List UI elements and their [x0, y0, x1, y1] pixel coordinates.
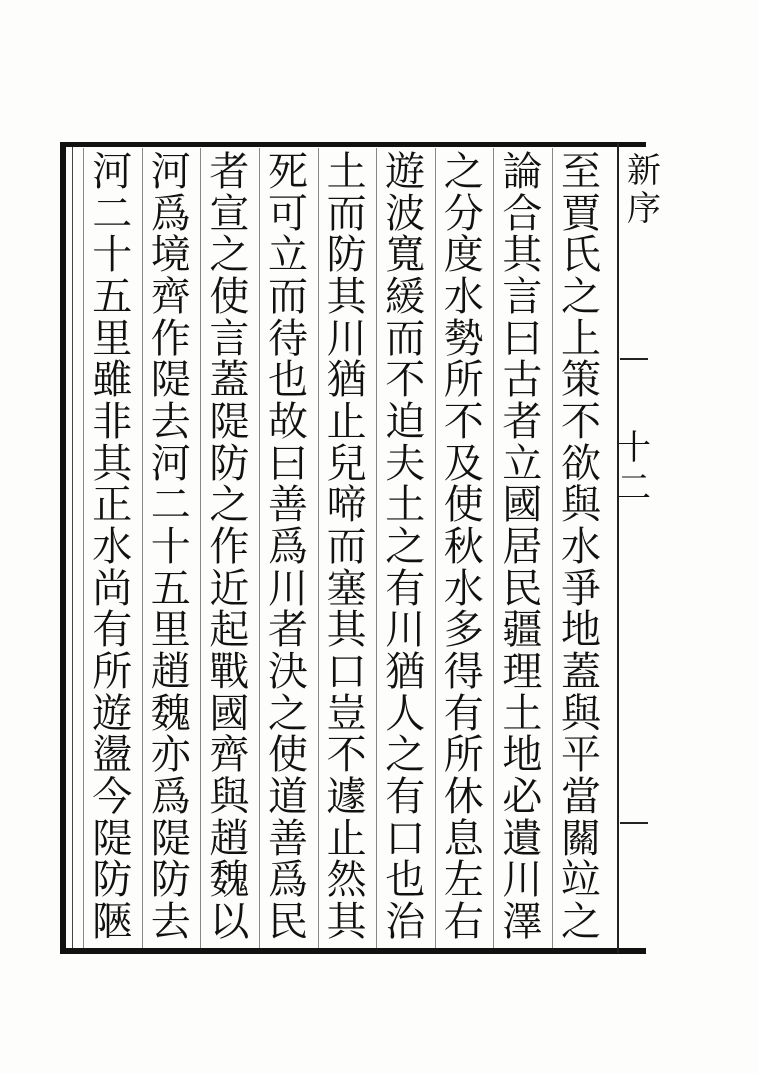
text-char: 土: [326, 149, 367, 195]
fold-mark-lower: [620, 822, 648, 824]
text-char: 近: [209, 565, 250, 612]
text-char: 境: [150, 232, 191, 279]
text-char: 秋: [443, 523, 484, 570]
text-char: 宣: [209, 190, 250, 237]
text-char: 遽: [326, 773, 367, 820]
text-char: 去: [150, 398, 191, 445]
text-char: 去: [150, 898, 191, 945]
text-char: 勢: [443, 315, 484, 362]
text-char: 道: [268, 773, 308, 820]
text-char: 兒: [326, 440, 367, 487]
text-char: 水: [92, 523, 133, 570]
text-char: 寬: [385, 232, 426, 279]
text-char: 立: [502, 440, 543, 487]
text-char: 善: [268, 815, 308, 862]
text-column: [439, 149, 489, 945]
text-char: 多: [443, 607, 484, 654]
text-char: 國: [502, 482, 543, 529]
fold-title-char: 序: [627, 189, 661, 229]
column-rule: [493, 148, 494, 948]
column-rule: [318, 148, 319, 948]
text-char: 蓋: [209, 357, 250, 404]
text-char: 齊: [150, 273, 191, 320]
column-rule: [200, 148, 201, 948]
text-char: 口: [385, 815, 426, 862]
text-char: 而: [326, 523, 367, 570]
text-char: 者: [268, 607, 308, 654]
text-char: 者: [502, 398, 543, 445]
text-char: 策: [561, 357, 601, 404]
text-char: 以: [209, 898, 250, 945]
text-char: 防: [209, 440, 250, 487]
text-char: 者: [209, 149, 250, 195]
text-char: 陿: [92, 898, 133, 945]
text-char: 水: [443, 273, 484, 320]
text-char: 五: [150, 565, 191, 612]
text-char: 隄: [92, 815, 133, 862]
text-char: 得: [443, 648, 484, 695]
text-char: 雖: [92, 357, 133, 404]
text-char: 與: [561, 482, 601, 529]
text-char: 民: [268, 898, 308, 945]
text-char: 爲: [150, 190, 191, 237]
text-char: 里: [92, 315, 133, 362]
text-char: 必: [502, 773, 543, 820]
text-char: 夫: [385, 440, 426, 487]
text-char: 上: [561, 315, 601, 362]
text-char: 尚: [92, 565, 133, 612]
text-char: 有: [385, 773, 426, 820]
text-char: 防: [326, 232, 367, 279]
text-char: 猶: [385, 648, 426, 695]
text-char: 待: [268, 315, 308, 362]
text-char: 其: [326, 607, 367, 654]
text-char: 爲: [268, 857, 308, 904]
text-char: 死: [268, 149, 308, 195]
text-char: 立: [268, 232, 308, 279]
text-char: 今: [92, 773, 133, 820]
text-char: 及: [443, 440, 484, 487]
text-char: 決: [268, 648, 308, 695]
text-char: 左: [443, 857, 484, 904]
text-column: [322, 149, 372, 945]
text-char: 作: [209, 523, 250, 570]
text-column: [497, 149, 547, 945]
text-char: 緩: [385, 273, 426, 320]
text-char: 欲: [561, 440, 601, 487]
text-char: 十: [92, 232, 133, 279]
text-char: 澤: [502, 898, 543, 945]
text-char: 不: [385, 357, 426, 404]
text-char: 塞: [326, 565, 367, 612]
text-char: 居: [502, 523, 543, 570]
text-char: 右: [443, 898, 484, 945]
text-char: 土: [385, 482, 426, 529]
text-char: 爲: [268, 523, 308, 570]
text-char: 爲: [150, 773, 191, 820]
text-char: 豈: [326, 690, 367, 737]
text-char: 止: [326, 398, 367, 445]
text-char: 隄: [150, 815, 191, 862]
text-char: 不: [326, 732, 367, 779]
text-column: [204, 149, 254, 945]
text-char: 口: [326, 648, 367, 695]
text-char: 盪: [92, 732, 133, 779]
text-char: 賈: [561, 190, 601, 237]
text-char: 趙: [209, 815, 250, 862]
text-char: 地: [502, 732, 543, 779]
text-char: 二: [92, 190, 133, 237]
text-char: 五: [92, 273, 133, 320]
text-char: 河: [150, 440, 191, 487]
text-char: 故: [268, 398, 308, 445]
text-char: 所: [443, 732, 484, 779]
text-char: 之: [443, 149, 484, 195]
text-char: 也: [385, 857, 426, 904]
text-char: 遺: [502, 815, 543, 862]
text-char: 至: [561, 149, 601, 195]
text-char: 隄: [209, 398, 250, 445]
text-char: 之: [209, 232, 250, 279]
text-char: 其: [326, 273, 367, 320]
fold-page-number: [614, 428, 654, 508]
text-char: 息: [443, 815, 484, 862]
text-char: 治: [385, 898, 426, 945]
text-char: 止: [326, 815, 367, 862]
fold-title: [618, 151, 661, 229]
text-char: 言: [502, 273, 543, 320]
fold-page-char: 十: [617, 428, 651, 468]
text-char: 齊: [209, 732, 250, 779]
text-char: 與: [561, 690, 601, 737]
text-char: 其: [326, 898, 367, 945]
text-char: 川: [268, 565, 308, 612]
text-char: 所: [443, 357, 484, 404]
text-char: 遊: [92, 690, 133, 737]
text-char: 之: [561, 898, 601, 945]
text-char: 其: [502, 232, 543, 279]
frame-inner-line: [72, 147, 73, 948]
text-char: 曰: [502, 315, 543, 362]
text-char: 猶: [326, 357, 367, 404]
text-char: 波: [385, 190, 426, 237]
text-char: 有: [92, 607, 133, 654]
text-char: 啼: [326, 482, 367, 529]
fold-mark-upper: [620, 358, 648, 360]
text-char: 土: [502, 690, 543, 737]
text-char: 地: [561, 607, 601, 654]
text-char: 川: [385, 607, 426, 654]
text-char: 與: [209, 773, 250, 820]
text-char: 遊: [385, 149, 426, 195]
text-char: 非: [92, 398, 133, 445]
text-char: 二: [150, 482, 191, 529]
text-char: 而: [268, 273, 308, 320]
text-column: [556, 149, 606, 945]
text-char: 爭: [561, 565, 601, 612]
text-column: [146, 149, 196, 945]
text-column: [87, 149, 137, 945]
text-char: 之: [209, 482, 250, 529]
text-char: 有: [443, 690, 484, 737]
text-char: 亦: [150, 732, 191, 779]
text-column: [263, 149, 313, 945]
text-char: 河: [150, 149, 191, 195]
text-char: 而: [326, 190, 367, 237]
text-char: 防: [150, 857, 191, 904]
text-char: 所: [92, 648, 133, 695]
text-char: 魏: [150, 690, 191, 737]
column-rule: [259, 148, 260, 948]
text-char: 戰: [209, 648, 250, 695]
text-char: 然: [326, 857, 367, 904]
text-char: 趙: [150, 648, 191, 695]
column-rule: [435, 148, 436, 948]
text-char: 防: [92, 857, 133, 904]
text-char: 十: [150, 523, 191, 570]
text-char: 水: [561, 523, 601, 570]
text-char: 國: [209, 690, 250, 737]
text-char: 魏: [209, 857, 250, 904]
text-char: 言: [209, 315, 250, 362]
text-char: 合: [502, 190, 543, 237]
text-char: 之: [385, 523, 426, 570]
text-column: [380, 149, 430, 945]
text-char: 使: [268, 732, 308, 779]
fold-title-char: 新: [627, 151, 661, 191]
text-char: 善: [268, 482, 308, 529]
column-rule: [552, 148, 553, 948]
text-char: 水: [443, 565, 484, 612]
text-char: 古: [502, 357, 543, 404]
text-char: 論: [502, 149, 543, 195]
column-rule: [83, 148, 84, 948]
text-char: 里: [150, 607, 191, 654]
text-char: 使: [443, 482, 484, 529]
column-rule: [142, 148, 143, 948]
text-char: 之: [385, 732, 426, 779]
text-char: 不: [561, 398, 601, 445]
text-char: 隄: [150, 357, 191, 404]
text-char: 分: [443, 190, 484, 237]
text-char: 河: [92, 149, 133, 195]
text-char: 休: [443, 773, 484, 820]
text-char: 關: [561, 815, 601, 862]
text-char: 之: [268, 690, 308, 737]
text-char: 疆: [502, 607, 543, 654]
text-char: 正: [92, 482, 133, 529]
text-char: 其: [92, 440, 133, 487]
text-char: 使: [209, 273, 250, 320]
text-char: 不: [443, 398, 484, 445]
text-char: 川: [326, 315, 367, 362]
text-char: 人: [385, 690, 426, 737]
text-char: 當: [561, 773, 601, 820]
text-char: 氏: [561, 232, 601, 279]
text-char: 起: [209, 607, 250, 654]
text-char: 蓋: [561, 648, 601, 695]
text-char: 之: [561, 273, 601, 320]
fold-page-char: 二: [617, 468, 651, 508]
text-char: 可: [268, 190, 308, 237]
text-char: 有: [385, 565, 426, 612]
text-char: 曰: [268, 440, 308, 487]
text-char: 平: [561, 732, 601, 779]
text-char: 川: [502, 857, 543, 904]
column-rule: [376, 148, 377, 948]
text-char: 竝: [561, 857, 601, 904]
fold-column-border: [617, 143, 619, 953]
text-char: 作: [150, 315, 191, 362]
text-char: 而: [385, 315, 426, 362]
text-char: 迫: [385, 398, 426, 445]
text-char: 度: [443, 232, 484, 279]
text-char: 也: [268, 357, 308, 404]
text-char: 理: [502, 648, 543, 695]
text-char: 民: [502, 565, 543, 612]
